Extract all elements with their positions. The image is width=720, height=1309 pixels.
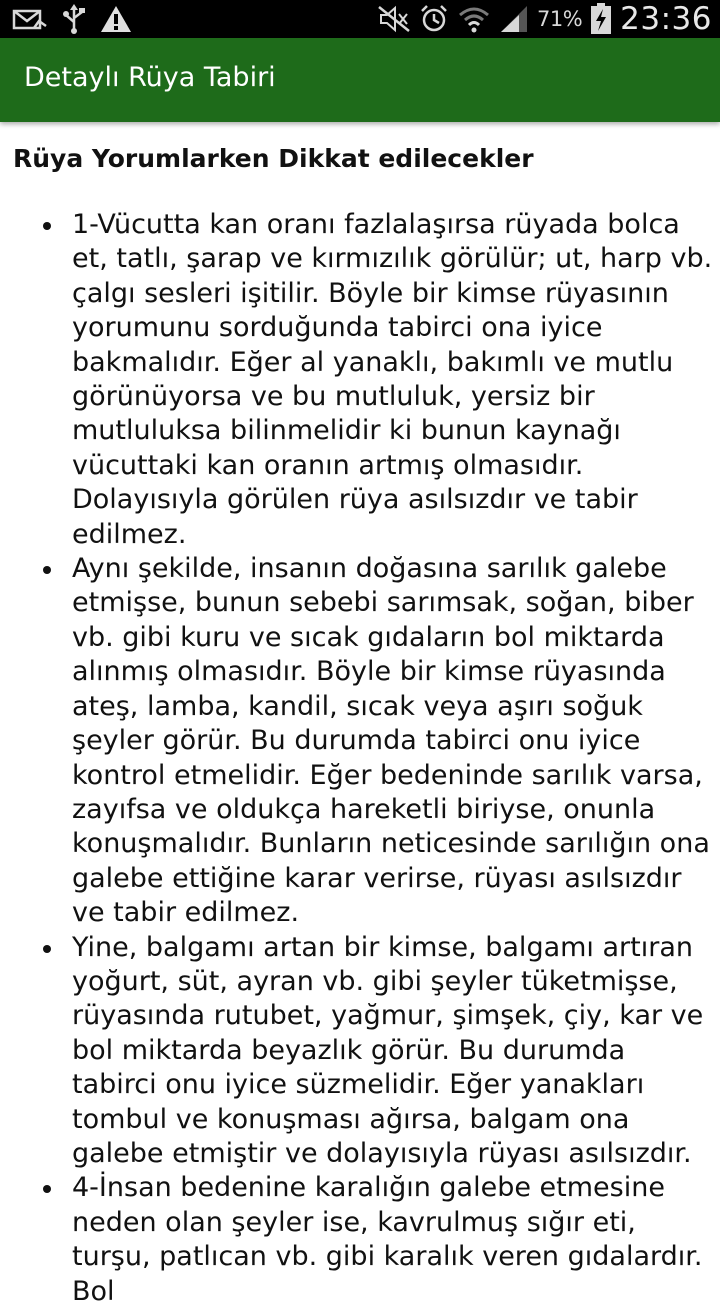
status-bar-left [12, 4, 132, 34]
usb-icon [62, 4, 86, 34]
clock: 23:36 [620, 1, 712, 37]
alarm-icon [419, 4, 449, 34]
bullet-list [72, 208, 717, 1309]
list-item: Aynı şekilde, insanın doğasına sarılık galebe etmişse, bunun sebebi sarımsak, soğan, biber vb. gibi kuru ve sıcak gıdaların bol miktarda alınmış olmasıdır. Böyle bir kimse rüyasında ateş, lamba, kandil, sıcak veya aşırı soğuk şeyler görür. Bu durumda tabirci onu iyice kontrol etmelidir. Eğer bedeninde sarılık varsa, zayıfsa ve oldukça hareketli biriyse, onunla konuşmalıdır. Bunların neticesinde sarılığın ona galebe ettiğine karar verirse, rüyası asılsızdır ve tabir edilmez. [72, 552, 717, 930]
content-scroll-area[interactable] [0, 122, 720, 1307]
status-bar [0, 0, 720, 38]
battery-charging-icon [590, 3, 612, 35]
section-heading: Rüya Yorumlarken Dikkat edilecekler [13, 144, 534, 173]
wifi-icon [457, 4, 491, 34]
battery-percent: 71% [536, 7, 583, 31]
app-bar [0, 38, 720, 122]
list-item: Yine, balgamı artan bir kimse, balgamı artıran yoğurt, süt, ayran vb. gibi şeyler tüketmişse, rüyasında rutubet, yağmur, şimşek, çiy, kar ve bol miktarda beyazlık görür. Bu durumda tabirci onu iyice süzmelidir. Eğer yanakları tombul ve konuşması ağırsa, balgam ona galebe etmiştir ve dolayısıyla rüyası asılsızdır. [72, 931, 717, 1172]
mail-notification-icon [12, 7, 48, 31]
signal-icon [499, 5, 529, 33]
list-item: 1-Vücutta kan oranı fazlalaşırsa rüyada bolca et, tatlı, şarap ve kırmızılık görülür; ut, harp vb. çalgı sesleri işitilir. Böyle bir kimse rüyasının yorumunu sorduğunda tabirci ona iyice bakmalıdır. Eğer al yanaklı, bakımlı ve mutlu görünüyorsa ve bu mutluluk, yersiz bir mutluluksa bilinmelidir ki bunun kaynağı vücuttaki kan oranın artmış olmasıdır. Dolayısıyla görülen rüya asılsızdır ve tabir edilmez. [72, 208, 717, 552]
mute-icon [377, 5, 411, 33]
list-item: 4-İnsan bedenine karalığın galebe etmesine neden olan şeyler ise, kavrulmuş sığır eti, turşu, patlıcan vb. gibi karalık veren gıdalardır. Bol [72, 1171, 717, 1309]
status-bar-right [377, 0, 712, 38]
app-title: Detaylı Rüya Tabiri [24, 62, 276, 93]
warning-icon [100, 5, 132, 33]
